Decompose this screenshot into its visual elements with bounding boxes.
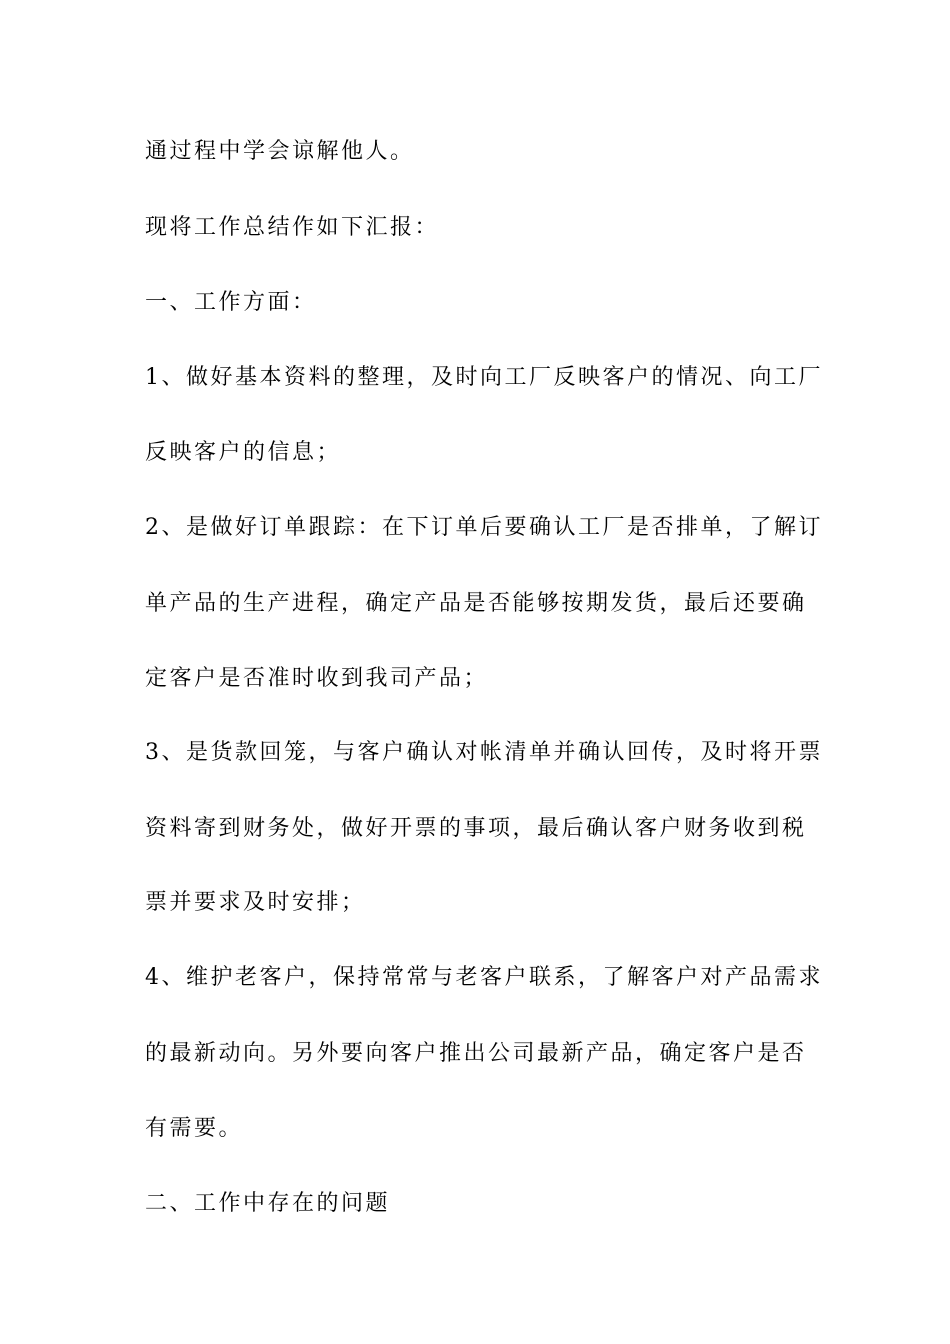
section-heading: 二、工作中存在的问题 — [145, 1191, 391, 1216]
text-line: 1、做好基本资料的整理，及时向工厂反映客户的情况、向工厂 — [145, 365, 823, 390]
text-line: 的最新动向。另外要向客户推出公司最新产品，确定客户是否 — [145, 1041, 807, 1066]
text-line: 有需要。 — [145, 1116, 244, 1141]
text-line: 资料寄到财务处，做好开票的事项，最后确认客户财务收到税 — [145, 816, 807, 841]
text-line: 定客户是否准时收到我司产品； — [145, 666, 489, 691]
text-line: 单产品的生产进程，确定产品是否能够按期发货，最后还要确 — [145, 591, 807, 616]
text-line: 3、是货款回笼，与客户确认对帐清单并确认回传，及时将开票 — [145, 740, 823, 765]
text-line: 票并要求及时安排； — [145, 890, 366, 915]
text-line: 4、维护老客户，保持常常与老客户联系，了解客户对产品需求 — [145, 965, 823, 990]
section-heading: 一、工作方面： — [145, 290, 317, 315]
text-line: 反映客户的信息； — [145, 440, 342, 465]
text-line: 2、是做好订单跟踪：在下订单后要确认工厂是否排单，了解订 — [145, 515, 823, 540]
text-line: 现将工作总结作如下汇报： — [145, 215, 440, 240]
text-line: 通过程中学会谅解他人。 — [145, 139, 415, 164]
